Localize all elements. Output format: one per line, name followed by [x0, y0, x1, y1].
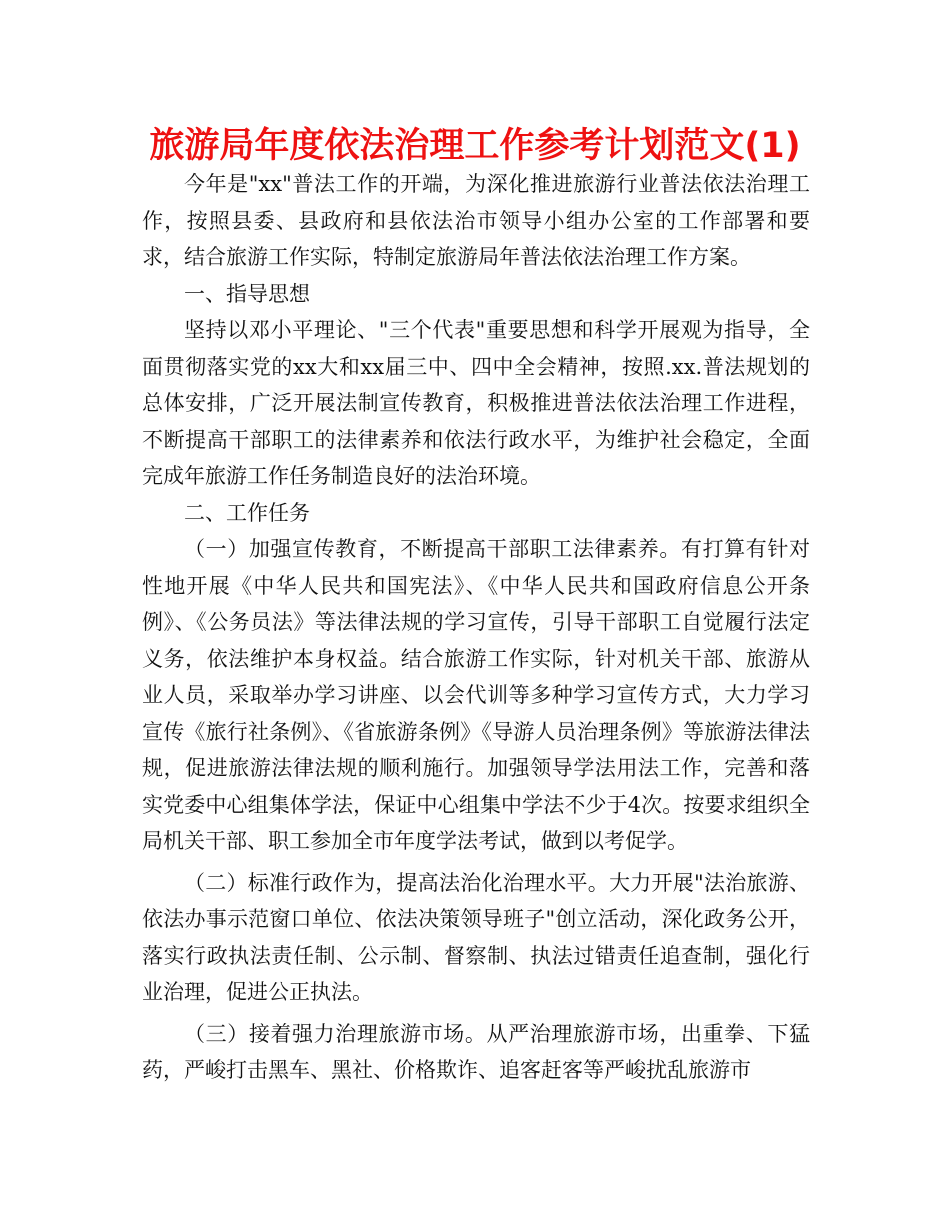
section-heading-work-tasks: 二、工作任务 — [184, 500, 310, 525]
paragraph-guiding-thought: 坚持以邓小平理论、"三个代表"重要思想和科学开展观为指导，全面贯彻落实党的xx大和xx届三中、四中全会精神，按照.xx.普法规划的总体安排，广泛开展法制宣传教育，积极推进普法依法治理工作进程，不断提高干部职工的法律素养和依法行政水平，为维护社会稳定，全面完成年旅游工作任务制造良好的法治环境。 — [142, 318, 810, 488]
paragraph-task-2: （二）标准行政作为，提高法治化治理水平。大力开展"法治旅游、依法办事示范窗口单位、依法决策领导班子"创立活动，深化政务公开，落实行政执法责任制、公示制、督察制、执法过错责任追查制，强化行业治理，促进公正执法。 — [142, 870, 810, 1004]
paragraph-task-1: （一）加强宣传教育，不断提高干部职工法律素养。有打算有针对性地开展《中华人民共和国宪法》、《中华人民共和国政府信息公开条例》、《公务员法》等法律法规的学习宣传，引导干部职工自觉履行法定义务，依法维护本身权益。结合旅游工作实际，针对机关干部、旅游从业人员，采取举办学习讲座、以会代训等多种学习宣传方式，大力学习宣传《旅行社条例》、《省旅游条例》《导游人员治理条例》等旅游法律法规，促进旅游法律法规的顺利施行。加强领导学法用法工作，完善和落实党委中心组集体学法，保证中心组集中学法不少于4次。按要求组织全局机关干部、职工参加全市年度学法考试，做到以考促学。 — [142, 537, 810, 853]
paragraph-task-3: （三）接着强力治理旅游市场。从严治理旅游市场，出重拳、下猛药，严峻打击黑车、黑社、价格欺诈、追客赶客等严峻扰乱旅游市 — [142, 1021, 810, 1082]
paragraph-intro: 今年是"xx"普法工作的开端，为深化推进旅游行业普法依法治理工作，按照县委、县政府和县依法治市领导小组办公室的工作部署和要求，结合旅游工作实际，特制定旅游局年普法依法治理工作方案。 — [142, 172, 810, 269]
document-title: 旅游局年度依法治理工作参考计划范文(1) — [149, 126, 801, 166]
document-body — [142, 166, 810, 1089]
section-heading-guiding-thought: 一、指导思想 — [184, 281, 310, 306]
